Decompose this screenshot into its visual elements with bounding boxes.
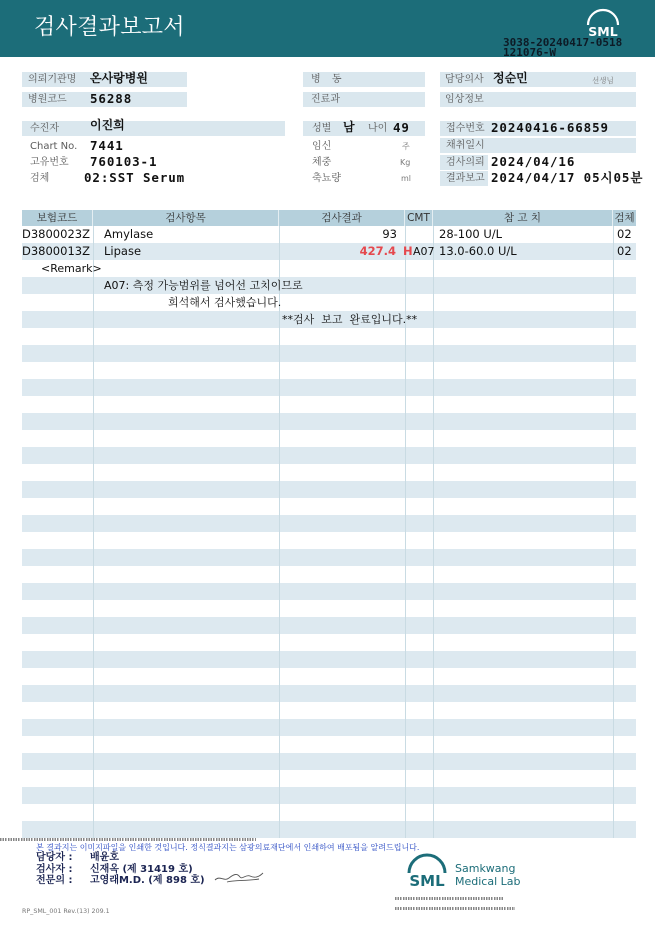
col-header-test-item: 검사항목 (93, 210, 279, 226)
fine-print-disclaimer (0, 838, 256, 841)
signature-image (213, 868, 265, 886)
chart-no-label: Chart No. (30, 141, 78, 152)
urine-volume-label: 축뇨량 (312, 173, 341, 184)
sex-label: 성별 (312, 123, 332, 134)
sml-logo-footer (404, 851, 450, 897)
col-header-specimen: 검체 (614, 212, 635, 224)
signature-stroke (215, 873, 263, 882)
remark-title: <Remark> (41, 262, 102, 275)
form-code: RP_SML_001 Rev.(13) 209.1 (22, 908, 110, 915)
chart-no-value: 7441 (90, 138, 124, 153)
row-test-result: 427.4 (359, 244, 396, 258)
brand-name-line1: Samkwang (455, 862, 516, 875)
column-divider (613, 226, 614, 838)
col-header-test-result: 검사결과 (279, 210, 405, 226)
fine-print-contact (395, 907, 515, 910)
brand-name-line2: Medical Lab (455, 875, 521, 888)
doctor-suffix: 선생님 (592, 76, 614, 85)
receipt-no-value: 20240416-66859 (491, 120, 609, 135)
row-reference-range: 28-100 U/L (439, 227, 503, 241)
column-divider (433, 226, 434, 838)
department-label: 진료과 (311, 94, 340, 105)
request-date-value: 2024/04/16 (491, 154, 576, 169)
pregnancy-label: 임신 (312, 141, 332, 152)
doctor-label: 담당의사 (445, 74, 484, 85)
specimen-value: 02:SST Serum (84, 170, 186, 185)
pregnancy-unit: 주 (402, 142, 410, 151)
col-header-reference: 참 고 치 (433, 210, 613, 226)
row-reference-range: 13.0-60.0 U/L (439, 244, 517, 258)
logo-text: SML (588, 24, 618, 39)
clinical-info-label: 임상정보 (445, 94, 484, 105)
row-test-item: Lipase (104, 244, 142, 258)
weight-unit: Kg (400, 158, 411, 167)
column-divider (279, 226, 280, 838)
table-row (0, 243, 655, 260)
urine-volume-unit: ml (401, 174, 412, 183)
staff-specialist-label: 전문의 : (36, 875, 73, 886)
staff-tester-label: 검사자 : (36, 864, 73, 875)
patient-bar (22, 121, 285, 136)
logo-arc (409, 855, 445, 873)
report-number: 3038-20240417-0518 (503, 36, 623, 49)
logo-text: SML (409, 872, 445, 890)
staff-specialist-value: 고영래M.D. (제 898 호) (90, 875, 205, 886)
receipt-no-label: 접수번호 (446, 123, 485, 134)
report-sub-number: 121076-W (503, 46, 556, 59)
age-value: 49 (393, 120, 410, 135)
report-time-label: 결과보고 (446, 173, 485, 184)
col-header-cmt: CMT (405, 210, 433, 226)
fine-print-address (395, 897, 503, 900)
row-specimen: 02 (617, 227, 632, 241)
column-divider (93, 226, 94, 838)
collection-time-label: 채취일시 (446, 140, 485, 151)
ward-label: 병 동 (311, 74, 346, 85)
sml-logo-mark (404, 851, 450, 897)
remark-line: A07: 측정 가능범위를 넘어선 고치이므로 (104, 279, 303, 292)
col-header-insurance-code: 보험코드 (22, 210, 93, 226)
row-high-flag: H (403, 244, 413, 258)
age-label: 나이 (368, 123, 388, 134)
unique-no-value: 760103-1 (90, 154, 158, 169)
report-title: 검사결과보고서 (34, 15, 185, 40)
remark-line: 희석해서 검사했습니다. (168, 296, 282, 309)
row-specimen: 02 (617, 244, 632, 258)
institution-value: 온사랑병원 (90, 71, 148, 85)
unique-no-label: 고유번호 (30, 157, 69, 168)
patient-value: 이진희 (90, 118, 125, 132)
logo-arc (588, 10, 618, 25)
row-test-item: Amylase (104, 227, 154, 241)
specimen-label: 검체 (30, 173, 50, 184)
patient-label: 수진자 (30, 123, 59, 134)
row-test-result: 93 (382, 227, 397, 241)
staff-manager-value: 배윤호 (90, 852, 119, 863)
hospital-code-value: 56288 (90, 91, 133, 106)
row-cmt-code: A07 (413, 245, 435, 258)
report-time-value: 2024/04/17 05시05분 (491, 170, 644, 185)
hospital-code-label: 병원코드 (28, 94, 67, 105)
sex-value: 남 (343, 120, 355, 134)
staff-tester-value: 신재옥 (제 31419 호) (90, 864, 193, 875)
request-date-label: 검사의뢰 (446, 157, 485, 168)
staff-manager-label: 담당자 : (36, 852, 73, 863)
print-notice: 본 결과지는 이미지파일을 인쇄한 것입니다. 정식결과지는 삼광의료재단에서 인쇄하여 배포됨을 알려드립니다. (36, 843, 420, 852)
weight-label: 체중 (312, 157, 332, 168)
row-insurance-code: D3800023Z (22, 227, 90, 241)
table-row (0, 226, 655, 243)
institution-label: 의뢰기관명 (28, 74, 77, 85)
doctor-value: 정순민 (493, 71, 528, 85)
completion-note: **검사 보고 완료입니다.** (282, 313, 418, 326)
row-insurance-code: D3800013Z (22, 244, 90, 258)
